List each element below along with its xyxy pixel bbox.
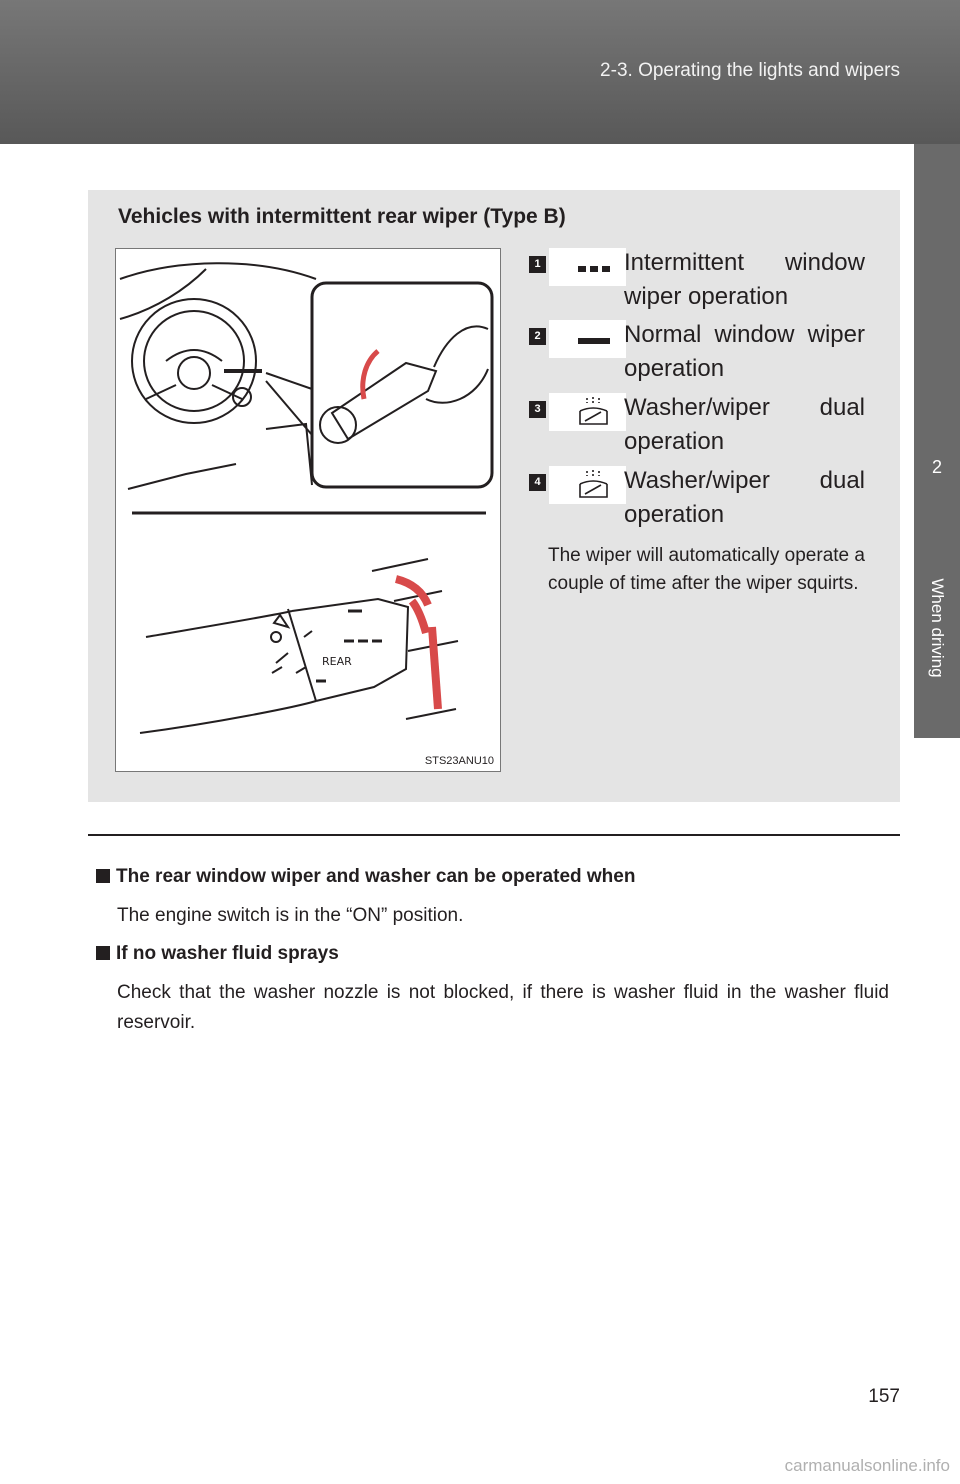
rear-label: REAR [322, 655, 352, 668]
solid-bar-icon [549, 320, 626, 358]
wiper-note: The wiper will automatically operate a couple of time after the wiper squirts. [548, 545, 865, 594]
side-tab-number: 2 [914, 416, 960, 518]
washer-wiper-icon [549, 466, 626, 504]
section-body-1: The engine switch is in the “ON” position. [117, 905, 464, 926]
section-heading-1-text: The rear window wiper and washer can be operated when [116, 866, 636, 887]
section-body-2: Check that the washer nozzle is not blocked, if there is washer fluid in the washer fluid reservoir. [117, 982, 889, 1033]
item-label-4: Washer/wiper dual operation [624, 467, 865, 528]
section-title: 2-3. Operating the lights and wipers [600, 60, 900, 81]
item-label-2: Normal window wiper operation [624, 321, 865, 382]
item-label-1: Intermittent window wiper operation [624, 249, 865, 310]
side-tab-upper [914, 144, 960, 416]
washer-wiper-icon [549, 393, 626, 431]
wiper-lever-drawing [116, 249, 500, 771]
square-bullet-icon [96, 869, 110, 883]
badge-3: 3 [529, 401, 546, 418]
side-tab-label [914, 518, 960, 738]
badge-1: 1 [529, 256, 546, 273]
page-number: 157 [868, 1386, 900, 1407]
badge-2: 2 [529, 328, 546, 345]
divider-rule [88, 834, 900, 836]
side-tab-label-text: When driving [928, 578, 947, 678]
intermittent-dashes-icon [549, 248, 626, 286]
wiper-lever-illustration [115, 248, 501, 772]
illustration-code: STS23ANU10 [424, 755, 494, 767]
footer-watermark: carmanualsonline.info [784, 1456, 950, 1475]
box-title: Vehicles with intermittent rear wiper (Type B) [118, 205, 566, 228]
section-heading-1 [96, 866, 635, 888]
square-bullet-icon [96, 946, 110, 960]
section-heading-2 [96, 943, 339, 965]
badge-4: 4 [529, 474, 546, 491]
section-heading-2-text: If no washer fluid sprays [116, 943, 339, 964]
item-label-3: Washer/wiper dual operation [624, 394, 865, 455]
